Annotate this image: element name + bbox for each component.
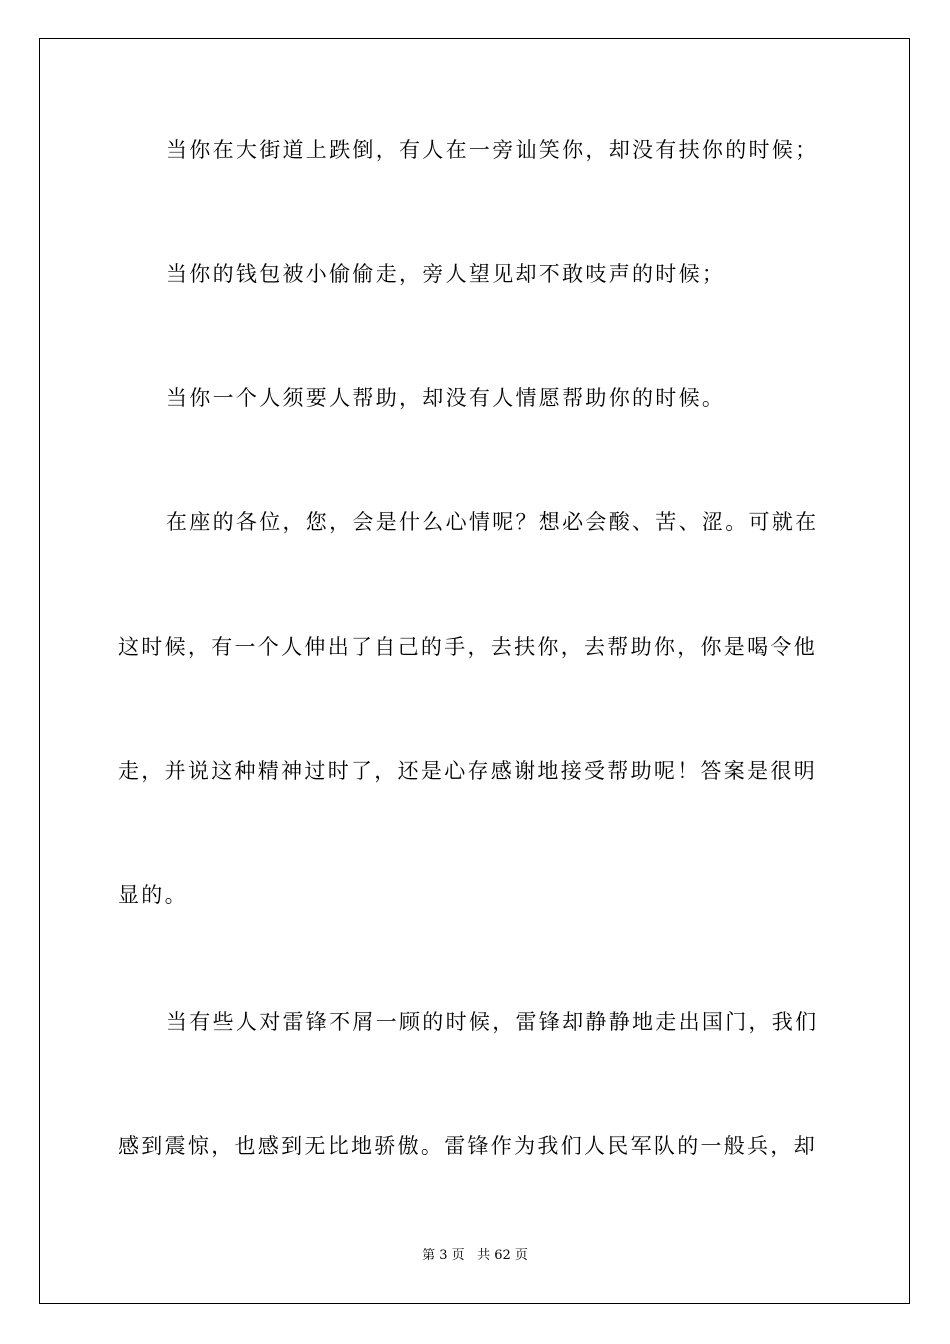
- page-number: 第 3 页: [422, 1248, 465, 1263]
- paragraph-line: 这时候，有一个人伸出了自己的手，去扶你，去帮助你，你是喝令他: [118, 635, 817, 659]
- page-footer: [0, 1249, 950, 1262]
- paragraph-line: 当有些人对雷锋不屑一顾的时候，雷锋却静静地走出国门，我们: [166, 1010, 819, 1034]
- paragraph-line: 显的。: [118, 883, 188, 907]
- paragraph-line: 感到震惊，也感到无比地骄傲。雷锋作为我们人民军队的一般兵，却: [118, 1134, 817, 1158]
- paragraph-line: 当你的钱包被小偷偷走，旁人望见却不敢吱声的时候；: [166, 262, 726, 286]
- paragraph-line: 当你在大街道上跌倒，有人在一旁讪笑你，却没有扶你的时候；: [166, 138, 819, 162]
- page-total: 共 62 页: [477, 1248, 528, 1263]
- paragraph-line: 在座的各位，您，会是什么心情呢？想必会酸、苦、涩。可就在: [166, 510, 819, 534]
- paragraph-line: 当你一个人须要人帮助，却没有人情愿帮助你的时候。: [166, 386, 726, 410]
- paragraph-line: 走，并说这种精神过时了，还是心存感谢地接受帮助呢！答案是很明: [118, 759, 817, 783]
- page-border: [39, 38, 910, 1304]
